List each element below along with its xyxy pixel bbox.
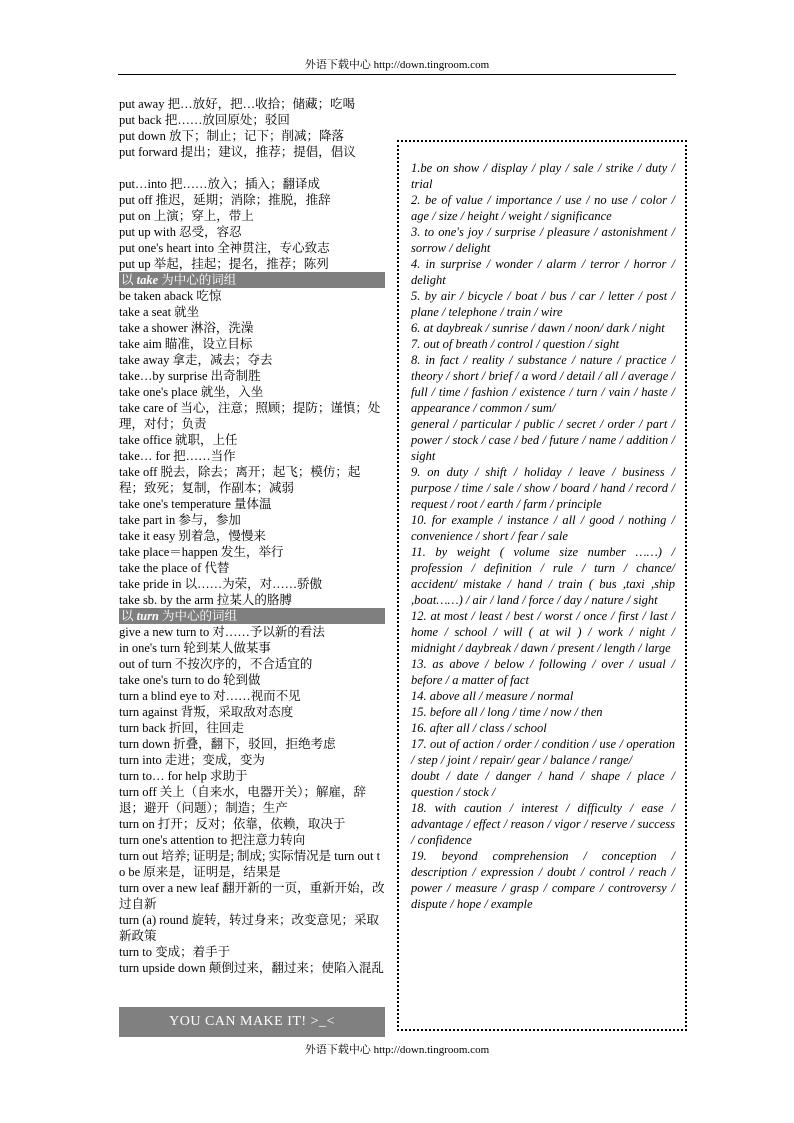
- phrase-entry: put on 上演；穿上，带上: [119, 209, 254, 223]
- heading-prefix: 以: [121, 273, 137, 287]
- section-heading-take: [119, 272, 385, 288]
- section-heading-turn: [119, 608, 385, 624]
- heading-suffix: 为中心的词组: [158, 273, 237, 287]
- phrase-group: 1.be on show / display / play / sale / strike / duty / trial: [411, 161, 675, 191]
- phrase-group: 8. in fact / reality / substance / nature / practice / theory / short / brief / a word / detail / all / average / full / time / fashion / existence / turn / vain / haste / appearance / common / sum/: [411, 353, 675, 415]
- phrase-entry: take…by surprise 出奇制胜: [119, 369, 261, 383]
- right-column: [411, 160, 675, 912]
- phrase-entry: take a seat 就坐: [119, 305, 200, 319]
- phrase-entry: turn to 变成；着手于: [119, 945, 231, 959]
- left-column: [119, 96, 385, 976]
- phrase-group: 5. by air / bicycle / boat / bus / car / letter / post / plane / telephone / train / wire: [411, 289, 675, 319]
- phrase-group: general / particular / public / secret / order / part / power / stock / case / bed / future / name / addition / sight: [411, 417, 675, 463]
- phrase-group: 2. be of value / importance / use / no use / color / age / size / height / weight / significance: [411, 193, 675, 223]
- phrase-group: 12. at most / least / best / worst / once / first / last / home / school / will ( at wil ) / work / night / midnight / daybreak / dawn / present / length / large: [411, 609, 675, 655]
- phrase-entry: take part in 参与，参加: [119, 513, 241, 527]
- phrase-group: 3. to one's joy / surprise / pleasure / astonishment / sorrow / delight: [411, 225, 675, 255]
- phrase-entry: put up 举起，挂起；提名，推荐；陈列: [119, 257, 329, 271]
- phrase-entry: put one's heart into 全神贯注，专心致志: [119, 241, 330, 255]
- phrase-entry: take pride in 以……为荣，对……骄傲: [119, 577, 323, 591]
- phrase-group: 16. after all / class / school: [411, 721, 547, 735]
- phrase-entry: put away 把…放好，把…收拾；储藏；吃喝: [119, 97, 356, 111]
- phrase-entry: give a new turn to 对……予以新的看法: [119, 625, 325, 639]
- phrase-entry: turn off 关上（自来水，电器开关）；解雇，辞退；避开（问题）；制造；生产: [119, 785, 366, 815]
- phrase-group: 10. for example / instance / all / good / nothing / convenience / short / fear / sale: [411, 513, 675, 543]
- phrase-entry: turn (a) round 旋转，转过身来；改变意见；采取新政策: [119, 913, 380, 943]
- phrase-group: 4. in surprise / wonder / alarm / terror / horror / delight: [411, 257, 675, 287]
- phrase-entry: take sb. by the arm 拉某人的胳膊: [119, 593, 292, 607]
- phrase-group: 11. by weight ( volume size number ……) / profession / definition / rule / turn / chance/ accident/ mistake / hand / train ( bus ,taxi ,ship ,boat……) / air / land / force / day / nature / sight: [411, 545, 675, 607]
- phrase-entry: take one's place 就坐，入坐: [119, 385, 264, 399]
- phrase-entry: take one's temperature 量体温: [119, 497, 272, 511]
- phrase-group: 18. with caution / interest / difficulty / ease / advantage / effect / reason / vigor / reserve / success / confidence: [411, 801, 675, 847]
- phrase-entry: put down 放下；制止；记下；削减；降落: [119, 129, 345, 143]
- phrase-entry: take office 就职，上任: [119, 433, 238, 447]
- phrase-entry: out of turn 不按次序的，不合适宜的: [119, 657, 313, 671]
- slogan-banner: YOU CAN MAKE IT! >_<: [119, 1007, 385, 1037]
- phrase-entry: take off 脱去，除去；离开；起飞；模仿；起程；致死；复制，作副本；减弱: [119, 465, 361, 495]
- phrase-entry: take away 拿走，减去；夺去: [119, 353, 273, 367]
- phrase-group: 6. at daybreak / sunrise / dawn / noon/ dark / night: [411, 321, 665, 335]
- phrase-entry: turn to… for help 求助于: [119, 769, 248, 783]
- phrase-entry: turn one's attention to 把注意力转向: [119, 833, 306, 847]
- header-divider: [118, 74, 676, 75]
- phrase-entry: turn into 走进；变成，变为: [119, 753, 265, 767]
- phrase-entry: turn on 打开；反对；依靠，依赖，取决于: [119, 817, 346, 831]
- phrase-entry: take place＝happen 发生，举行: [119, 545, 284, 559]
- phrase-group: 17. out of action / order / condition / use / operation / step / joint / repair/ gear / balance / range/: [411, 737, 675, 767]
- phrase-group: 13. as above / below / following / over / usual / before / a matter of fact: [411, 657, 675, 687]
- phrase-entry: turn down 折叠，翻下，驳回，拒绝考虑: [119, 737, 336, 751]
- phrase-entry: turn a blind eye to 对……视而不见: [119, 689, 301, 703]
- phrase-group: 14. above all / measure / normal: [411, 689, 574, 703]
- phrase-group: 9. on duty / shift / holiday / leave / business / purpose / time / sale / show / board / hand / record / request / root / earth / farm / principle: [411, 465, 675, 511]
- phrase-entry: put off 推迟，延期；消除；推脱，推辞: [119, 193, 331, 207]
- phrase-entry: put…into 把……放入；插入；翻译成: [119, 177, 321, 191]
- phrase-entry: turn upside down 颠倒过来，翻过来；使陷入混乱: [119, 961, 384, 975]
- phrase-entry: put up with 忍受，容忍: [119, 225, 242, 239]
- phrase-entry: take it easy 别着急，慢慢来: [119, 529, 266, 543]
- phrase-entry: take a shower 淋浴，洗澡: [119, 321, 254, 335]
- page-header: 外语下载中心 http://down.tingroom.com: [304, 59, 490, 71]
- phrase-group: 19. beyond comprehension / conception / description / expression / doubt / control / reach / power / measure / grasp / compare / controversy / dispute / hope / example: [411, 849, 675, 911]
- phrase-entry: put back 把……放回原处；驳回: [119, 113, 290, 127]
- phrase-entry: take care of 当心，注意；照顾；提防；谨慎；处理，对付；负责: [119, 401, 381, 431]
- phrase-entry: take the place of 代替: [119, 561, 230, 575]
- phrase-entry: turn against 背叛，采取敌对态度: [119, 705, 294, 719]
- phrase-entry: turn out 培养; 证明是; 制成; 实际情况是 turn out to be 原来是，证明是，结果是: [119, 849, 381, 879]
- phrase-entry: turn over a new leaf 翻开新的一页，重新开始，改过自新: [119, 881, 385, 911]
- phrase-group: 7. out of breath / control / question / sight: [411, 337, 620, 351]
- phrase-group: 15. before all / long / time / now / then: [411, 705, 603, 719]
- phrase-entry: be taken aback 吃惊: [119, 289, 222, 303]
- heading-keyword: take: [136, 273, 159, 287]
- phrase-entry: turn back 折回，往回走: [119, 721, 244, 735]
- phrase-group: doubt / date / danger / hand / shape / place / question / stock /: [411, 769, 675, 799]
- phrase-entry: take aim 瞄准，设立目标: [119, 337, 253, 351]
- page-footer: 外语下载中心 http://down.tingroom.com: [304, 1044, 490, 1056]
- phrase-entry: put forward 提出；建议，推荐；提倡，倡议: [119, 145, 356, 159]
- heading-prefix: 以: [121, 609, 137, 623]
- heading-keyword: turn: [136, 609, 159, 623]
- phrase-entry: take… for 把……当作: [119, 449, 236, 463]
- phrase-entry: in one's turn 轮到某人做某事: [119, 641, 271, 655]
- phrase-entry: take one's turn to do 轮到做: [119, 673, 261, 687]
- heading-suffix: 为中心的词组: [158, 609, 238, 623]
